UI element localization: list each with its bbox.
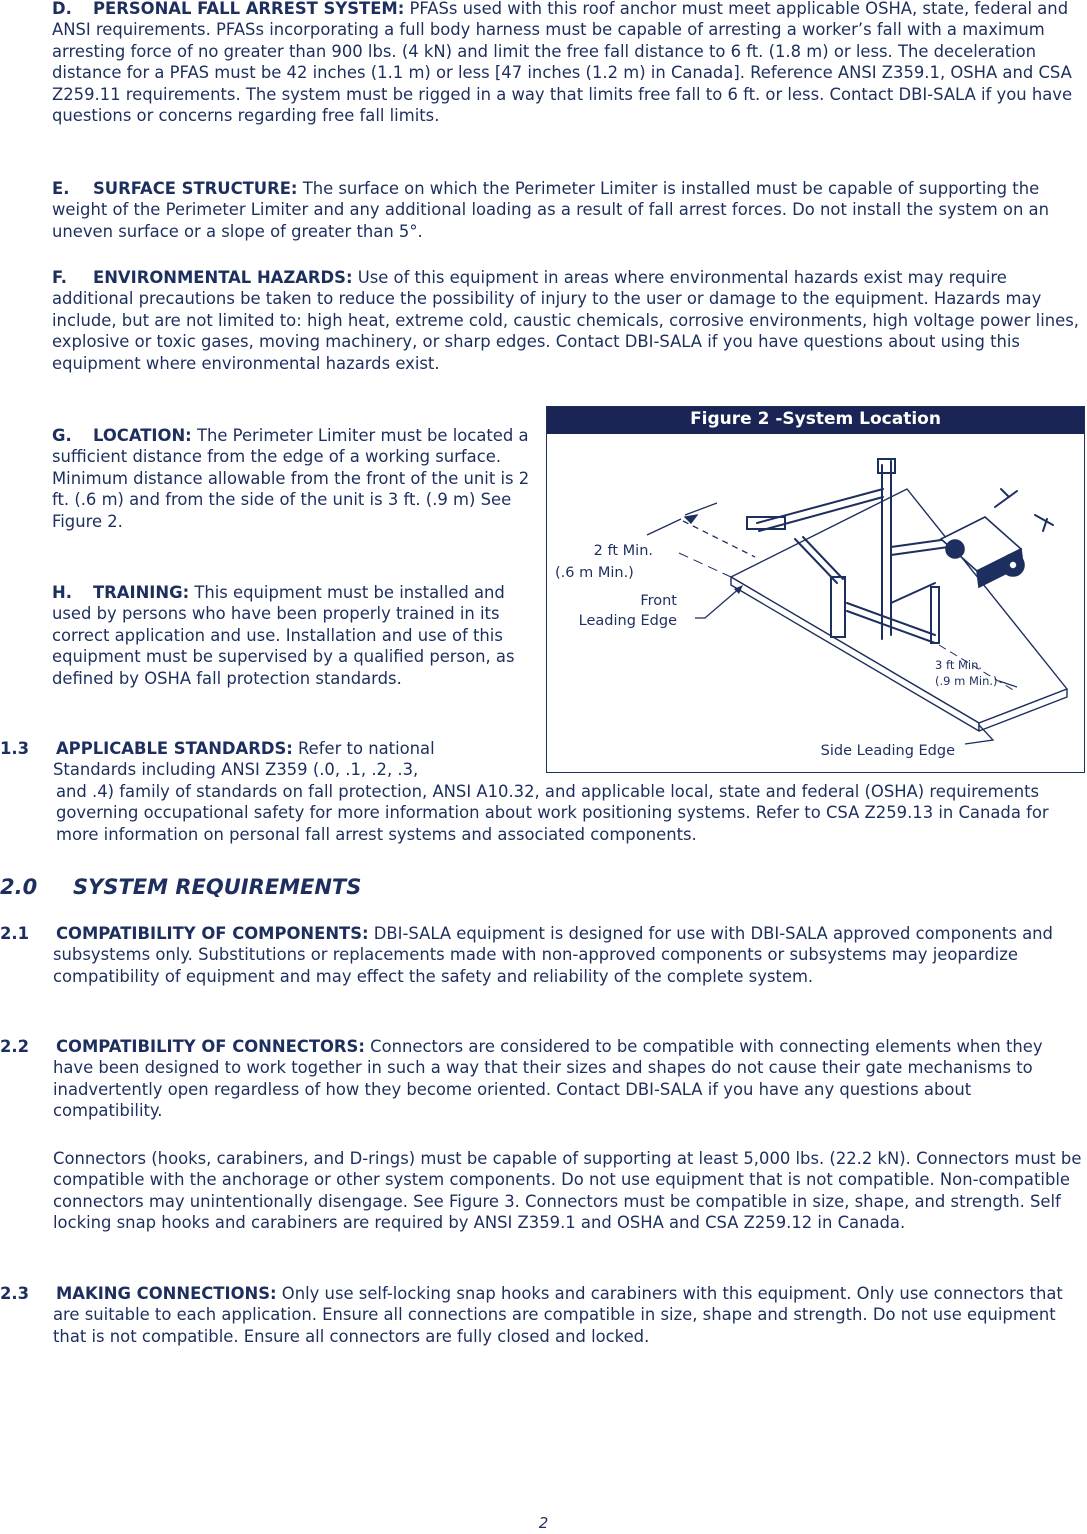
- front-min-label-2: (.6 m Min.): [555, 565, 634, 581]
- item-g-text: The Perimeter Limiter must be located a sufficient distance from the edge of a working surface. Minimum distance allowable from the front of the unit is 2 ft. (.6 m) and from the side of the unit is 3 ft. (.9 m) See Figure 2.: [52, 426, 530, 531]
- section-1-3-continued: and .4) family of standards on fall protection, ANSI A10.32, and applicable local, state and federal (OSHA) requirements governing occupational safety for more information about work positioning systems. Refer to CSA Z259.13 in Canada for more information on personal fall arrest systems and associated components.: [56, 782, 1049, 844]
- section-2-1-title: COMPATIBILITY OF COMPONENTS:: [56, 924, 369, 943]
- item-f-title: ENVIRONMENTAL HAZARDS:: [93, 268, 353, 287]
- section-2-1-text: DBI-SALA equipment is designed for use with DBI-SALA approved components and subsystems only. Substitutions or replacements made with non-approved components or subsystems may jeopardize compatibility of equipment and may effect the safety and reliability of the complete system.: [53, 924, 1053, 986]
- section-2-2-connectors-paragraph: Connectors (hooks, carabiners, and D-rings) must be capable of supporting at least 5,000 lbs. (22.2 kN). Connectors must be compatible with the anchorage or other system components. Do not use equipment that is not compatible. Non-compatible connectors may unintentionally disengage. See Figure 3. Connectors must be compatible in size, shape, and strength. Self locking snap hooks and carabiners are required by ANSI Z359.1 and OSHA and CSA Z259.12 in Canada.: [53, 1149, 1082, 1233]
- item-g-letter: G.: [52, 426, 72, 445]
- side-min-label-1: 3 ft Min.: [935, 658, 983, 672]
- section-1-3: [0, 738, 513, 781]
- section-1-3-title: APPLICABLE STANDARDS:: [56, 739, 293, 758]
- item-f-text: Use of this equipment in areas where environmental hazards exist may require additional precautions be taken to reduce the possibility of injury to the user or damage to the equipment. Hazards may include, but are not limited to: high heat, extreme cold, caustic chemicals, corrosive environments, high voltage power lines, explosive or toxic gases, moving machinery, or sharp edges. Contact DBI-SALA if you have questions about using this equipment where environmental hazards exist.: [52, 268, 1079, 373]
- section-2-3: [0, 1283, 1085, 1347]
- section-heading: [0, 874, 361, 900]
- side-min-label-2: (.9 m Min.): [935, 674, 998, 688]
- section-2-1-number: 2.1: [0, 924, 30, 943]
- section-2-1: [0, 923, 1085, 987]
- section-1-3-text-a: Refer to national Standards including ANSI Z359 (.0, .1, .2, .3,: [53, 739, 435, 780]
- item-d-text: PFASs used with this roof anchor must meet applicable OSHA, state, federal and ANSI requirements. PFASs incorporating a full body harness must be capable of arresting a worker’s fall with a maximum arresting force of no greater than 900 lbs. (4 kN) and limit the free fall distance to 6 ft. (1.8 m) or less. The deceleration distance for a PFAS must be 42 inches (1.1 m) or less [47 inches (1.2 m) in Canada]. Reference ANSI Z359.1, OSHA and CSA Z259.11 requirements. The system must be rigged in a way that limits free fall to 6 ft. or less. Contact DBI-SALA if you have questions or concerns regarding free fall limits.: [52, 0, 1073, 126]
- page-number: 2: [538, 1514, 549, 1532]
- item-g-title: LOCATION:: [93, 426, 192, 445]
- section-2-2-title: COMPATIBILITY OF CONNECTORS:: [56, 1037, 365, 1056]
- item-e-text: The surface on which the Perimeter Limiter is installed must be capable of supporting the weight of the Perimeter Limiter and any additional loading as a result of fall arrest forces. Do not install the system on an uneven surface or a slope of greater than 5°.: [52, 179, 1049, 241]
- section-1-3-number: 1.3: [0, 739, 30, 758]
- item-d: [52, 0, 1084, 126]
- item-h-letter: H.: [52, 583, 72, 602]
- item-f: [52, 267, 1084, 374]
- front-edge-leader: [695, 587, 741, 618]
- section-heading-title: SYSTEM REQUIREMENTS: [73, 875, 362, 899]
- item-e-title: SURFACE STRUCTURE:: [93, 179, 298, 198]
- figure-title: Figure 2 -System Location: [547, 407, 1084, 434]
- item-d-letter: D.: [52, 0, 72, 18]
- item-e: [52, 178, 1084, 242]
- section-heading-number: 2.0: [0, 875, 38, 899]
- section-2-3-text: Only use self-locking snap hooks and carabiners with this equipment. Only use connectors that are suitable to each application. Ensure all connections are compatible in size, shape and strength. Do not use equipment that is not compatible. Ensure all connectors are fully closed and locked.: [53, 1284, 1063, 1346]
- front-edge-label-1: Front: [640, 593, 677, 609]
- front-edge-label-2: Leading Edge: [578, 613, 677, 629]
- item-h-title: TRAINING:: [93, 583, 190, 602]
- section-2-3-number: 2.3: [0, 1284, 30, 1303]
- section-2-2-text: Connectors are considered to be compatible with connecting elements when they have been designed to work together in such a way that their sizes and shapes do not cause their gate mechanisms to inadvertently open regardless of how they become oriented. Contact DBI-SALA if you have any questions about compatibility.: [53, 1037, 1043, 1121]
- side-edge-label: Side Leading Edge: [820, 743, 955, 759]
- item-g: [52, 425, 540, 532]
- item-e-letter: E.: [52, 179, 70, 198]
- section-2-3-title: MAKING CONNECTIONS:: [56, 1284, 277, 1303]
- item-h-text: This equipment must be installed and used by persons who have been properly trained in its correct application and use. Installation and use of this equipment must be supervised by a qualified person, as defined by OSHA fall protection standards.: [52, 583, 515, 688]
- figure-illustration: [547, 407, 1086, 774]
- front-dimension-line: [647, 503, 755, 557]
- section-2-2-number: 2.2: [0, 1037, 30, 1056]
- section-2-2: [0, 1036, 1085, 1122]
- item-f-letter: F.: [52, 268, 68, 287]
- figure-system-location: [546, 406, 1085, 773]
- front-min-label-1: 2 ft Min.: [593, 543, 653, 559]
- item-h: [52, 582, 540, 689]
- item-d-title: PERSONAL FALL ARREST SYSTEM:: [93, 0, 405, 18]
